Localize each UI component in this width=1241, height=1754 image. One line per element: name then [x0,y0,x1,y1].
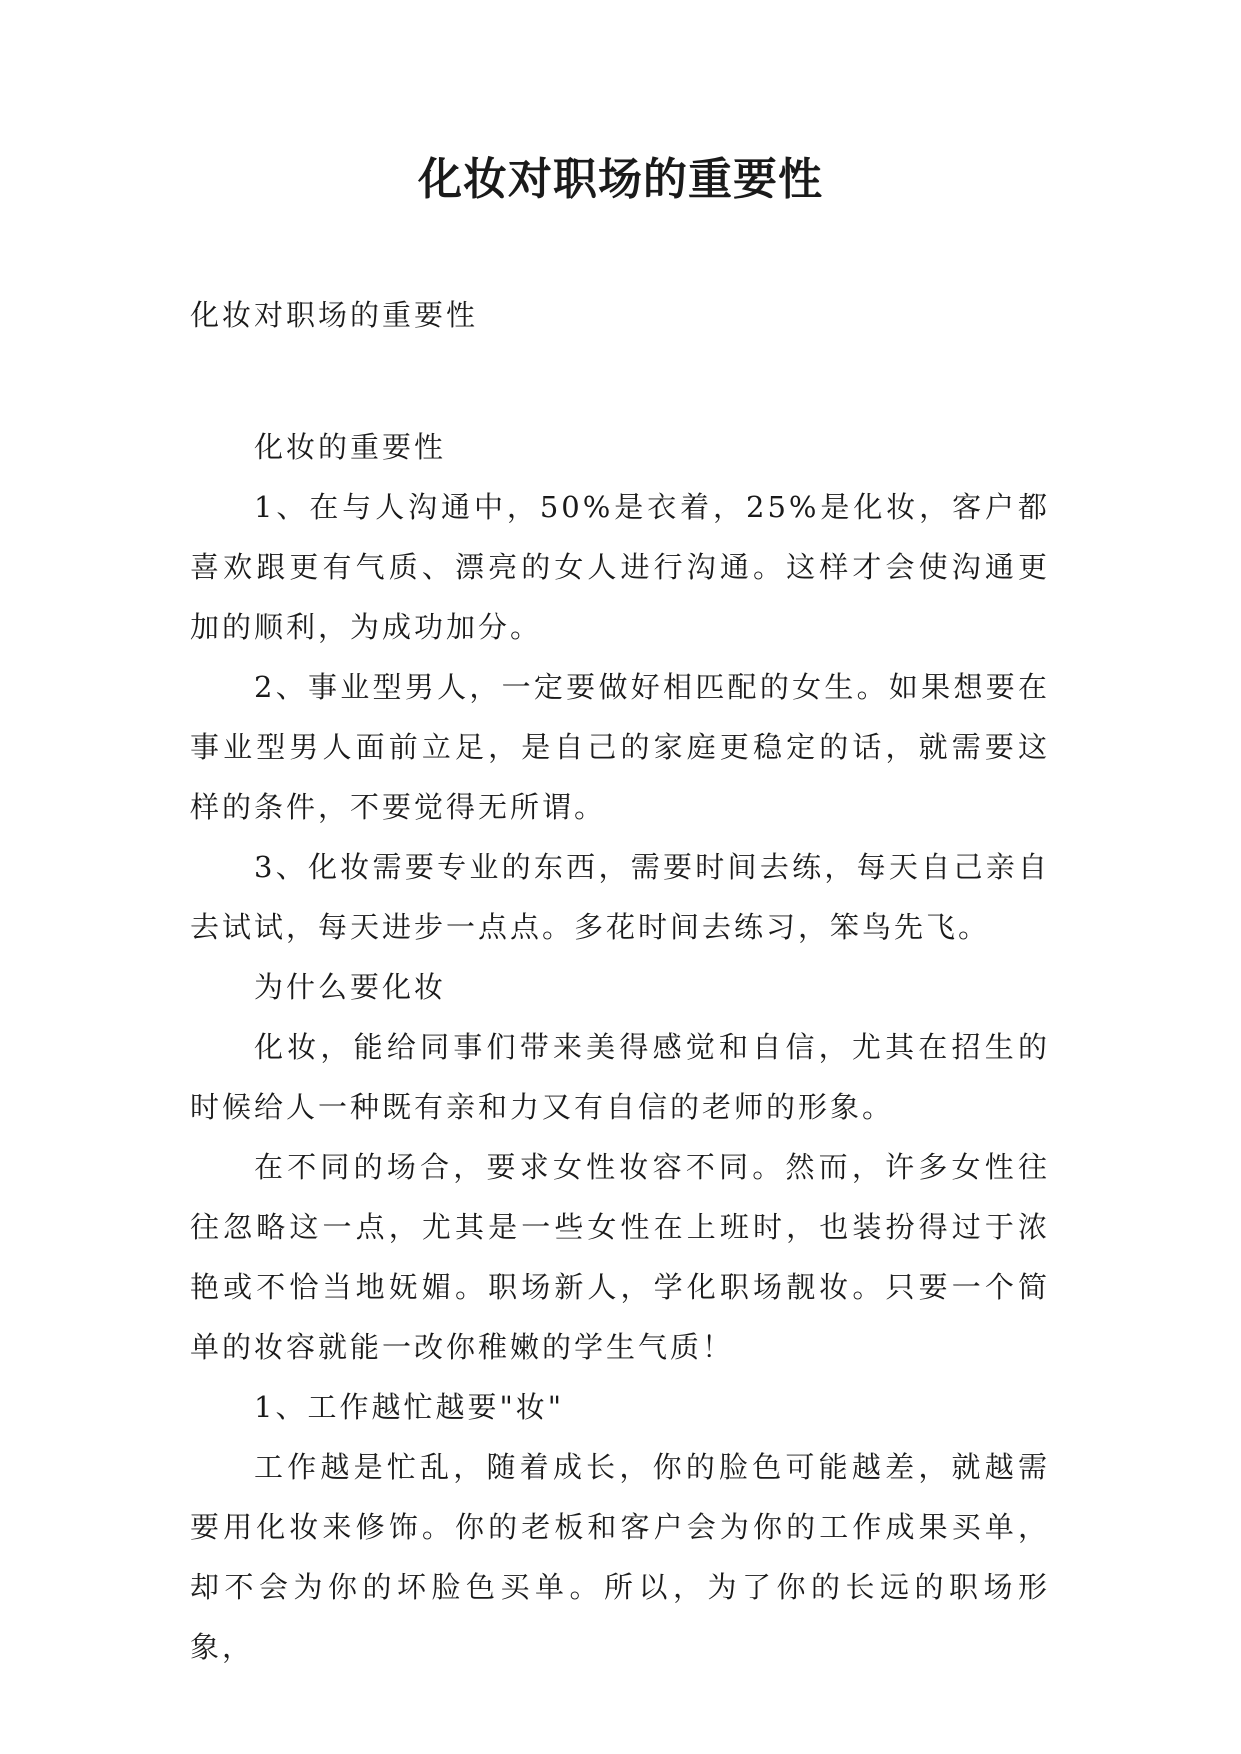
document-subtitle: 化妆对职场的重要性 [190,298,479,332]
paragraph-point-2: 2、事业型男人，一定要做好相匹配的女生。如果想要在事业型男人面前立足，是自己的家庭更稳定的话，就需要这样的条件，不要觉得无所谓。 [190,670,1050,824]
section-spacer [190,345,1050,417]
section-heading-why: 为什么要化妆 [254,970,447,1004]
paragraph-confidence: 化妆，能给同事们带来美得感觉和自信，尤其在招生的时候给人一种既有亲和力又有自信的老师的形象。 [190,1030,1050,1124]
section-heading-busy: 1、工作越忙越要"妆" [254,1390,565,1424]
paragraph-point-3: 3、化妆需要专业的东西，需要时间去练，每天自己亲自去试试，每天进步一点点。多花时间去练习，笨鸟先飞。 [190,850,1050,944]
paragraph-busy-work: 工作越是忙乱，随着成长，你的脸色可能越差，就越需要用化妆来修饰。你的老板和客户会为你的工作成果买单，却不会为你的坏脸色买单。所以，为了你的长远的职场形象， [190,1450,1050,1664]
document-title: 化妆对职场的重要性 [418,154,823,205]
paragraph-point-1: 1、在与人沟通中，50%是衣着，25%是化妆，客户都喜欢跟更有气质、漂亮的女人进行沟通。这样才会使沟通更加的顺利，为成功加分。 [190,490,1050,644]
document-body [190,285,1050,1677]
paragraph-occasions: 在不同的场合，要求女性妆容不同。然而，许多女性往往忽略这一点，尤其是一些女性在上班时，也装扮得过于浓艳或不恰当地妩媚。职场新人，学化职场靓妆。只要一个简单的妆容就能一改你稚嫩的学生气质！ [190,1150,1050,1364]
section-heading-importance: 化妆的重要性 [254,430,447,464]
